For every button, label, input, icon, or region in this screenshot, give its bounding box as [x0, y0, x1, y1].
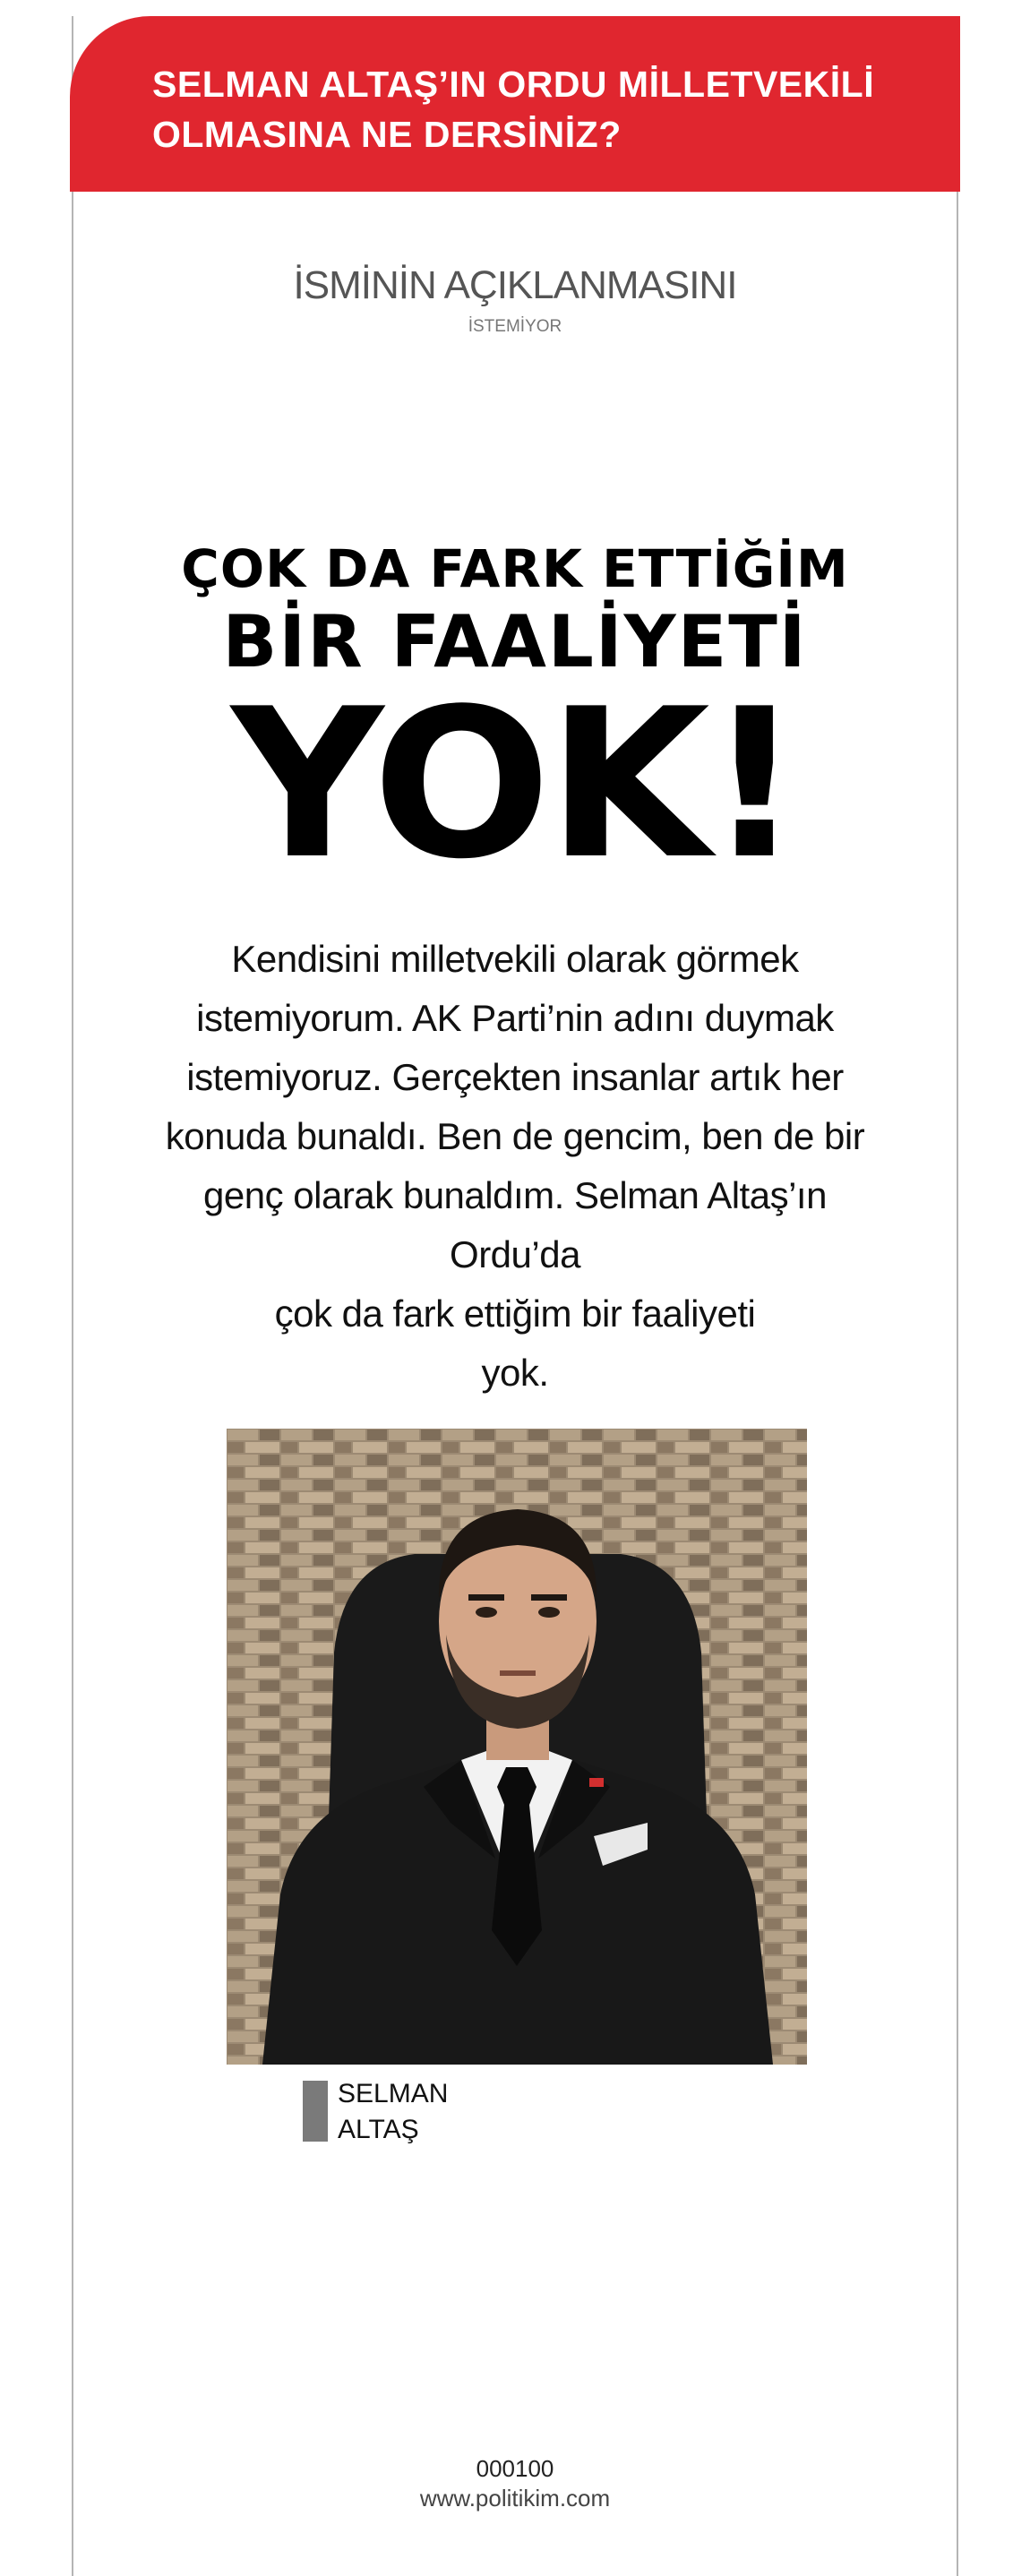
flag-pin — [589, 1778, 604, 1787]
mouth — [500, 1670, 536, 1676]
headline-line-2: BİR FAALİYETİ — [222, 600, 808, 683]
eye-left — [476, 1607, 497, 1618]
portrait-illustration — [227, 1429, 807, 2065]
header-banner — [70, 16, 960, 192]
footer-code: 000100 — [476, 2455, 554, 2482]
photo-caption: SELMAN ALTAŞ — [338, 2079, 449, 2144]
source-sublabel: İSTEMİYOR — [468, 317, 562, 336]
caption-bar — [303, 2081, 328, 2142]
headline-line-3: YOK! — [231, 665, 799, 905]
headline-line-1: ÇOK DA FARK ETTİĞİM — [181, 538, 849, 599]
portrait-photo — [227, 1429, 807, 2065]
brow-right — [531, 1594, 567, 1601]
footer-url[interactable]: www.politikim.com — [419, 2485, 611, 2512]
source-label: İSMİNİN AÇIKLANMASINI — [293, 263, 737, 307]
eye-right — [538, 1607, 560, 1618]
header-title: SELMAN ALTAŞ’IN ORDU MİLLETVEKİLİ OLMASINA NE DERSİNİZ? — [152, 64, 875, 155]
quote-text: Kendisini milletvekili olarak görmek istemiyorum. AK Parti’nin adını duymak istemiyoruz. Gerçekten insanlar artık her konuda bunaldı. Ben de gencim, ben de bir genç olarak bunaldım. Selman Altaş’ın Ordu’da çok da fark ettiğim bir faaliyeti yok. — [165, 938, 865, 1394]
brow-left — [468, 1594, 504, 1601]
